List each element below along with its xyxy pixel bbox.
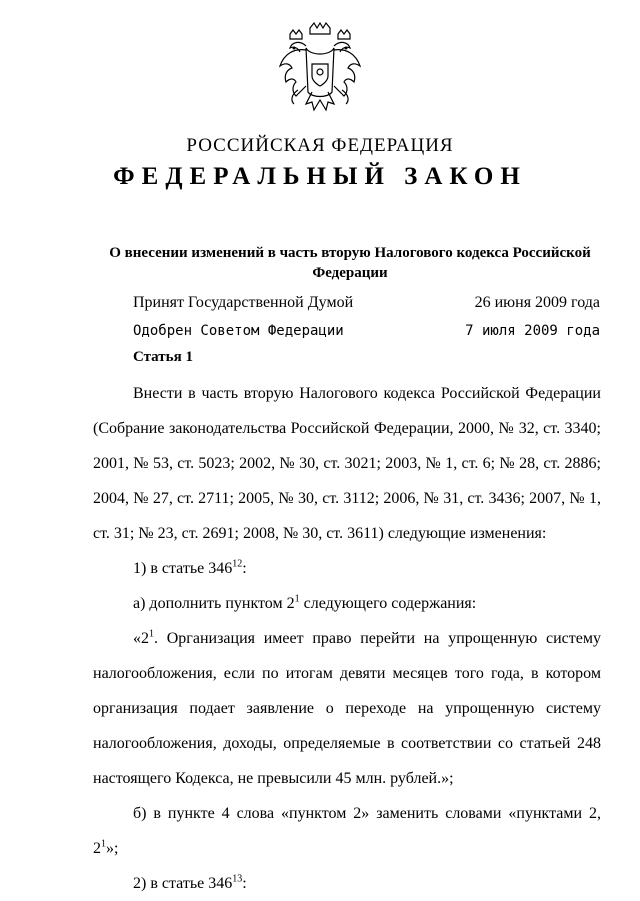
- law-body: [93, 376, 601, 901]
- article-heading: Статья 1: [133, 349, 193, 365]
- law-title: О внесении изменений в часть вторую Налогового кодекса Российской Федерации: [109, 245, 591, 281]
- intro-paragraph: Внести в часть вторую Налогового кодекса Российской Федерации (Собрание законодательства Российской Федерации, 2000, № 32, ст. 3340; 2001, № 53, ст. 5023; 2002, № 30, ст. 3021; 2003, № 1, ст. 6; № 28, ст. 2886; 2004, № 27, ст. 2711; 2005, № 30, ст. 3112; 2006, № 31, ст. 3436; 2007, № 1, ст. 31; № 23, ст. 2691; 2008, № 30, ст. 3611) следующие изменения:: [93, 385, 601, 542]
- adoption-duma: [133, 294, 600, 312]
- duma-label: Принят Государственной Думой: [133, 294, 354, 311]
- item-1: 1) в статье $346^{12}$:: [133, 558, 247, 577]
- council-label: Одобрен Советом Федерации: [133, 323, 344, 339]
- coat-of-arms-icon: [276, 20, 364, 120]
- law-type-heading: ФЕДЕРАЛЬНЫЙ ЗАКОН: [113, 163, 527, 190]
- item-2: 2) в статье $346^{13}$:: [133, 873, 247, 892]
- adoption-council: [133, 323, 600, 339]
- item-a: а) дополнить пунктом $2^1$ следующего содержания:: [133, 593, 477, 612]
- item-b: б) в пункте 4 слова «пунктом 2» заменить словами «пунктами 2, $2^1$»;: [93, 805, 601, 857]
- council-date: 7 июля 2009 года: [465, 323, 600, 339]
- quoted-paragraph: «$2^1$. Организация имеет право перейти на упрощенную систему налогообложения, если по итогам девяти месяцев того года, в котором организация подает заявление о переходе на упрощенную систему налогообложения, доходы, определяемые в соответствии со статьей 248 настоящего Кодекса, не превысили 45 млн. рублей.»;: [93, 628, 601, 787]
- country-heading: РОССИЙСКАЯ ФЕДЕРАЦИЯ: [186, 135, 454, 156]
- duma-date: 26 июня 2009 года: [474, 294, 600, 311]
